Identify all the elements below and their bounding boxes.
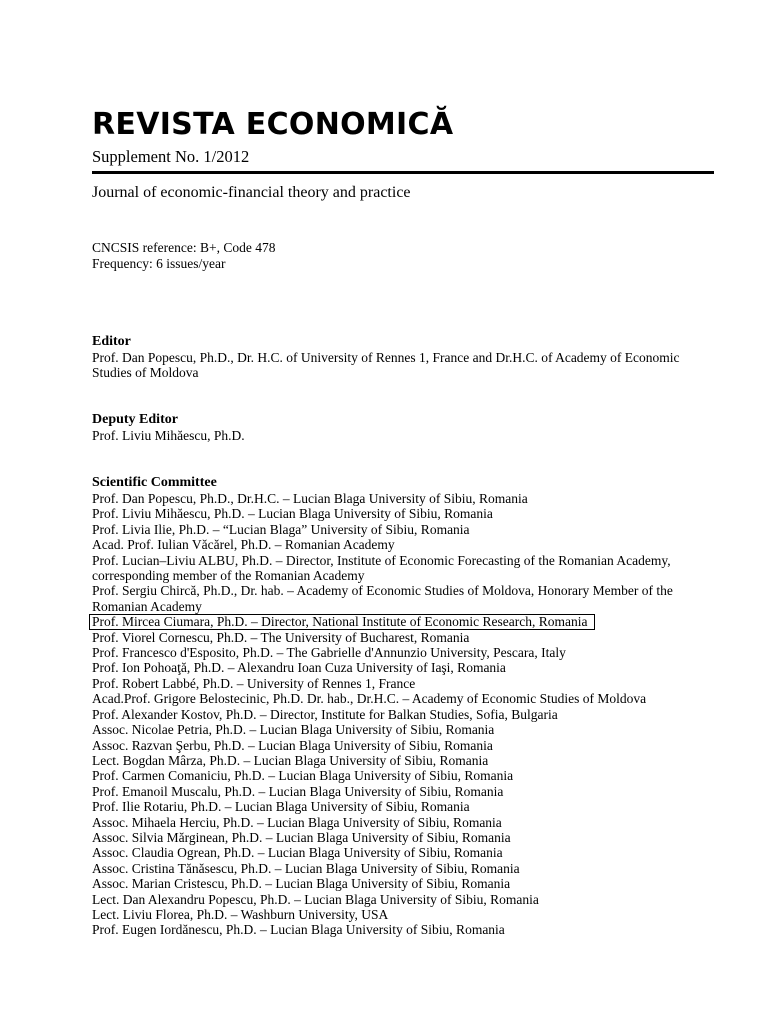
- committee-member: Prof. Eugen Iordănescu, Ph.D. – Lucian Blaga University of Sibiu, Romania: [92, 922, 505, 938]
- editor-heading: Editor: [92, 334, 131, 349]
- committee-member: Lect. Dan Alexandru Popescu, Ph.D. – Lucian Blaga University of Sibiu, Romania: [92, 891, 539, 907]
- committee-member: Acad.Prof. Grigore Belostecinic, Ph.D. Dr. hab., Dr.H.C. – Academy of Economic Studies of Moldova: [92, 691, 647, 707]
- title-divider: [92, 171, 714, 174]
- committee-member-highlighted: Prof. Mircea Ciumara, Ph.D. – Director, National Institute of Economic Research, Romania: [89, 614, 595, 629]
- committee-member: Assoc. Nicolae Petria, Ph.D. – Lucian Blaga University of Sibiu, Romania: [92, 722, 495, 738]
- committee-member: Prof. Livia Ilie, Ph.D. – “Lucian Blaga” University of Sibiu, Romania: [92, 521, 470, 537]
- committee-member: Acad. Prof. Iulian Văcărel, Ph.D. – Romanian Academy: [92, 537, 395, 553]
- committee-member: Assoc. Mihaela Herciu, Ph.D. – Lucian Blaga University of Sibiu, Romania: [92, 814, 502, 830]
- journal-info: [92, 240, 275, 272]
- frequency: Frequency: 6 issues/year: [92, 256, 226, 271]
- committee-member: Assoc. Claudia Ogrean, Ph.D. – Lucian Blaga University of Sibiu, Romania: [92, 845, 503, 861]
- committee-member: Assoc. Cristina Tănăsescu, Ph.D. – Lucian Blaga University of Sibiu, Romania: [92, 860, 520, 876]
- committee-list: [92, 491, 712, 938]
- scientific-committee-section: [92, 475, 712, 938]
- deputy-editor-section: [92, 412, 712, 443]
- editor-text: Prof. Dan Popescu, Ph.D., Dr. H.C. of University of Rennes 1, France and Dr.H.C. of Academy of Economic Studies of Moldova: [92, 350, 680, 381]
- journal-title: REVISTA ECONOMICĂ: [92, 107, 454, 142]
- committee-member: Assoc. Marian Cristescu, Ph.D. – Lucian Blaga University of Sibiu, Romania: [92, 876, 511, 892]
- committee-member: Prof. Ilie Rotariu, Ph.D. – Lucian Blaga University of Sibiu, Romania: [92, 799, 470, 815]
- deputy-editor-heading: Deputy Editor: [92, 412, 178, 427]
- cncsis-reference: CNCSIS reference: B+, Code 478: [92, 240, 276, 255]
- journal-subtitle: Journal of economic-financial theory and practice: [92, 184, 411, 201]
- supplement-number: Supplement No. 1/2012: [92, 147, 250, 166]
- committee-member: Prof. Francesco d'Esposito, Ph.D. – The Gabrielle d'Annunzio University, Pescara, Italy: [92, 645, 566, 661]
- committee-member: Prof. Ion Pohoaţă, Ph.D. – Alexandru Ioan Cuza University of Iaşi, Romania: [92, 660, 506, 676]
- committee-member: Prof. Dan Popescu, Ph.D., Dr.H.C. – Lucian Blaga University of Sibiu, Romania: [92, 491, 528, 506]
- committee-member: Prof. Viorel Cornescu, Ph.D. – The University of Bucharest, Romania: [92, 629, 470, 645]
- committee-member: Lect. Bogdan Mârza, Ph.D. – Lucian Blaga University of Sibiu, Romania: [92, 752, 489, 768]
- committee-member: Prof. Alexander Kostov, Ph.D. – Director, Institute for Balkan Studies, Sofia, Bulgaria: [92, 706, 558, 722]
- committee-member: Assoc. Silvia Mărginean, Ph.D. – Lucian Blaga University of Sibiu, Romania: [92, 829, 511, 845]
- committee-member: Lect. Liviu Florea, Ph.D. – Washburn University, USA: [92, 906, 389, 922]
- deputy-editor-text: Prof. Liviu Mihăescu, Ph.D.: [92, 428, 245, 443]
- committee-heading: Scientific Committee: [92, 475, 217, 490]
- committee-member: Prof. Emanoil Muscalu, Ph.D. – Lucian Blaga University of Sibiu, Romania: [92, 783, 504, 799]
- committee-member: Assoc. Razvan Şerbu, Ph.D. – Lucian Blaga University of Sibiu, Romania: [92, 737, 493, 753]
- editor-section: [92, 334, 712, 381]
- committee-member: Prof. Robert Labbé, Ph.D. – University of Rennes 1, France: [92, 675, 416, 691]
- committee-member: Prof. Carmen Comaniciu, Ph.D. – Lucian Blaga University of Sibiu, Romania: [92, 768, 514, 784]
- committee-member: Prof. Lucian–Liviu ALBU, Ph.D. – Director, Institute of Economic Forecasting of the Romanian Academy, corresponding member of the Romanian Academy: [92, 552, 671, 584]
- committee-member: Prof. Liviu Mihăescu, Ph.D. – Lucian Blaga University of Sibiu, Romania: [92, 506, 493, 522]
- committee-member: Prof. Sergiu Chircă, Ph.D., Dr. hab. – Academy of Economic Studies of Moldova, Honorary Member of the Romanian Academy: [92, 583, 673, 614]
